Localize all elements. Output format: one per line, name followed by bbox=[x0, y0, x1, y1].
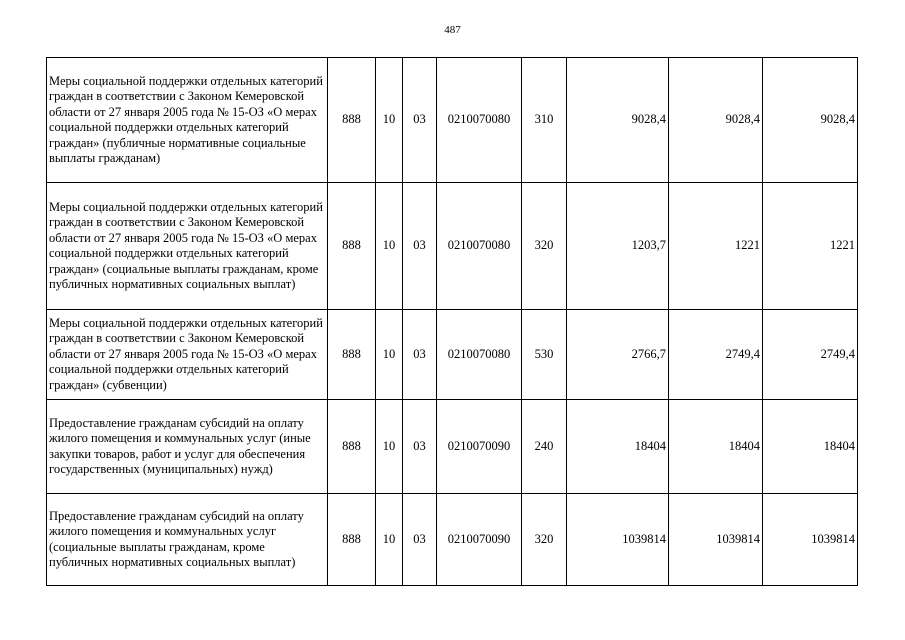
ministry-code: 888 bbox=[328, 400, 376, 494]
amount-col-1: 18404 bbox=[567, 400, 669, 494]
section-code: 10 bbox=[376, 400, 403, 494]
row-description: Предоставление гражданам субсидий на оплату жилого помещения и коммунальных услуг (иные закупки товаров, работ и услуг для обеспечения государственных (муниципальных) нужд) bbox=[47, 400, 328, 494]
amount-col-2: 9028,4 bbox=[669, 58, 763, 183]
expense-type-code: 320 bbox=[522, 494, 567, 586]
amount-col-3: 2749,4 bbox=[763, 310, 858, 400]
ministry-code: 888 bbox=[328, 494, 376, 586]
section-code: 10 bbox=[376, 183, 403, 310]
amount-col-3: 1221 bbox=[763, 183, 858, 310]
table-row bbox=[47, 58, 858, 183]
table-row bbox=[47, 310, 858, 400]
target-article-code: 0210070090 bbox=[437, 400, 522, 494]
section-code: 10 bbox=[376, 310, 403, 400]
amount-col-1: 2766,7 bbox=[567, 310, 669, 400]
amount-col-1: 9028,4 bbox=[567, 58, 669, 183]
target-article-code: 0210070090 bbox=[437, 494, 522, 586]
ministry-code: 888 bbox=[328, 58, 376, 183]
expense-type-code: 320 bbox=[522, 183, 567, 310]
ministry-code: 888 bbox=[328, 183, 376, 310]
subsection-code: 03 bbox=[403, 400, 437, 494]
row-description: Предоставление гражданам субсидий на оплату жилого помещения и коммунальных услуг (социальные выплаты гражданам, кроме публичных нормативных социальных выплат) bbox=[47, 494, 328, 586]
section-code: 10 bbox=[376, 58, 403, 183]
row-description: Меры социальной поддержки отдельных категорий граждан в соответствии с Законом Кемеровской области от 27 января 2005 года № 15-ОЗ «О мерах социальной поддержки отдельных категорий граждан» (субвенции) bbox=[47, 310, 328, 400]
subsection-code: 03 bbox=[403, 494, 437, 586]
target-article-code: 0210070080 bbox=[437, 58, 522, 183]
section-code: 10 bbox=[376, 494, 403, 586]
amount-col-2: 2749,4 bbox=[669, 310, 763, 400]
amount-col-3: 1039814 bbox=[763, 494, 858, 586]
page-number: 487 bbox=[444, 24, 461, 36]
table-row bbox=[47, 183, 858, 310]
amount-col-3: 9028,4 bbox=[763, 58, 858, 183]
amount-col-2: 1039814 bbox=[669, 494, 763, 586]
subsection-code: 03 bbox=[403, 183, 437, 310]
amount-col-2: 1221 bbox=[669, 183, 763, 310]
expense-type-code: 240 bbox=[522, 400, 567, 494]
target-article-code: 0210070080 bbox=[437, 183, 522, 310]
row-description: Меры социальной поддержки отдельных категорий граждан в соответствии с Законом Кемеровской области от 27 января 2005 года № 15-ОЗ «О мерах социальной поддержки отдельных категорий граждан» (социальные выплаты гражданам, кроме публичных нормативных социальных выплат) bbox=[47, 183, 328, 310]
expense-type-code: 310 bbox=[522, 58, 567, 183]
amount-col-3: 18404 bbox=[763, 400, 858, 494]
target-article-code: 0210070080 bbox=[437, 310, 522, 400]
expense-type-code: 530 bbox=[522, 310, 567, 400]
table-row bbox=[47, 494, 858, 586]
row-description: Меры социальной поддержки отдельных категорий граждан в соответствии с Законом Кемеровской области от 27 января 2005 года № 15-ОЗ «О мерах социальной поддержки отдельных категорий граждан» (публичные нормативные социальные выплаты гражданам) bbox=[47, 58, 328, 183]
subsection-code: 03 bbox=[403, 58, 437, 183]
table-row bbox=[47, 400, 858, 494]
amount-col-1: 1039814 bbox=[567, 494, 669, 586]
ministry-code: 888 bbox=[328, 310, 376, 400]
amount-col-1: 1203,7 bbox=[567, 183, 669, 310]
amount-col-2: 18404 bbox=[669, 400, 763, 494]
budget-table bbox=[46, 57, 858, 586]
subsection-code: 03 bbox=[403, 310, 437, 400]
